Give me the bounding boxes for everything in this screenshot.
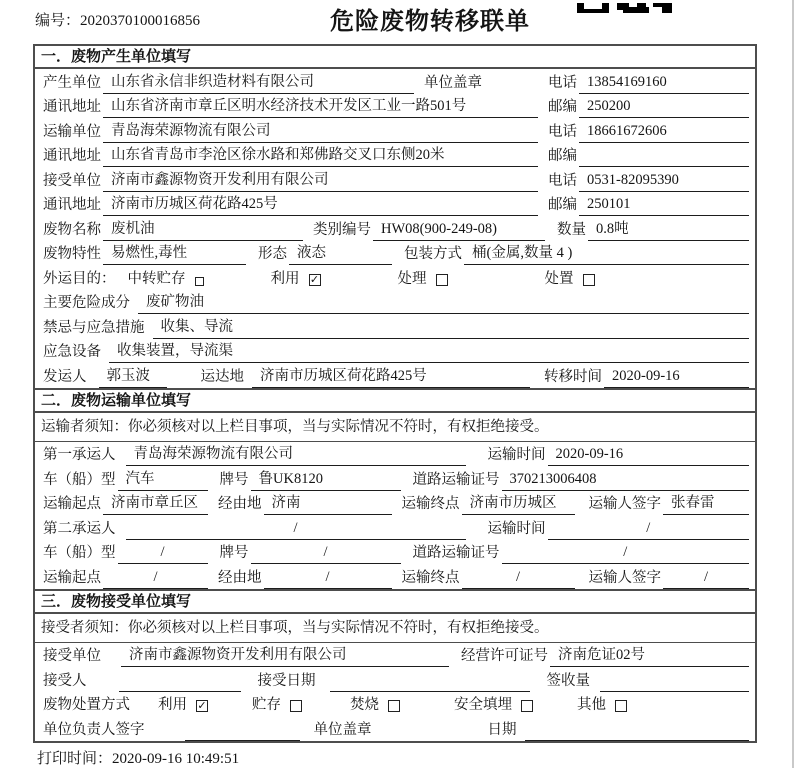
- row-producer-address: [35, 94, 755, 119]
- disposal-option-use-label: 利用: [158, 697, 187, 713]
- vehicle2-type-value: /: [118, 541, 208, 564]
- receiver-label: 接受单位: [43, 172, 101, 189]
- row-transporter-address: [35, 143, 755, 168]
- emergency-measures-label: 禁忌与应急措施: [43, 319, 145, 336]
- accept-date-value: [330, 691, 530, 692]
- emergency-measures-value: 收集、导流: [153, 316, 750, 339]
- hazard-components-label: 主要危险成分: [43, 295, 130, 311]
- vehicle1-license-value: 370213006408: [502, 468, 750, 491]
- waste-category-label: 类别编号: [313, 221, 371, 238]
- waste-character-label: 废物特性: [43, 246, 101, 262]
- purpose-option-treat-label: 处理: [397, 270, 427, 287]
- row-receiver: [35, 167, 755, 192]
- permit-value: 济南危证02号: [550, 644, 749, 667]
- unit-seal-label: 单位盖章: [313, 721, 372, 738]
- permit-label: 经营许可证号: [461, 648, 548, 664]
- transporter-address-label: 通讯地址: [43, 148, 101, 164]
- shipper-value: 郭玉波: [99, 365, 167, 388]
- disposal-option-use-checkbox: ✓: [197, 700, 207, 712]
- received-qty-value: [600, 691, 749, 692]
- disposal-option-storage-label: 贮存: [252, 697, 281, 713]
- qr-code-fragment: [577, 0, 672, 18]
- serial-value: 2020370100016856: [80, 13, 201, 29]
- section-producer-title: 一．废物产生单位填写: [35, 46, 755, 69]
- disposal-option-other-checkbox: [615, 700, 627, 712]
- receiver-address-value: 济南市历城区荷花路425号: [103, 193, 538, 216]
- route1-sign-label: 运输人签字: [588, 496, 661, 512]
- waste-form-value: 液态: [289, 242, 392, 265]
- disposal-option-landfill: [452, 694, 533, 716]
- route2-origin-label: 运输起点: [43, 569, 101, 586]
- acceptor-value: [119, 691, 241, 692]
- transporter-zip-label: 邮编: [548, 148, 577, 164]
- waste-name-label: 废物名称: [43, 221, 101, 238]
- carrier1-time-value: 2020-09-16: [548, 443, 750, 466]
- purpose-option-treat: [396, 268, 448, 290]
- emergency-equipment-value: 收集装置，导流渠: [109, 340, 749, 363]
- serial-label: 编号：: [35, 13, 81, 29]
- receiver-value: 济南市鑫源物资开发利用有限公司: [103, 169, 538, 192]
- destination-value: 济南市历城区荷花路425号: [252, 365, 530, 388]
- vehicle1-type-label: 车（船）型: [43, 471, 116, 488]
- leader-sign-label: 单位负责人签字: [43, 721, 145, 738]
- receiver-zip-label: 邮编: [548, 197, 577, 213]
- purpose-option-use-label: 利用: [270, 270, 300, 287]
- emergency-equipment-label: 应急设备: [43, 344, 101, 360]
- disposal-option-other-label: 其他: [577, 697, 606, 713]
- row-vehicle1: [35, 466, 755, 491]
- print-time-value: 2020-09-16 10:49:51: [112, 751, 240, 767]
- carrier1-time-label: 运输时间: [487, 447, 546, 463]
- producer-zip-value: 250200: [579, 95, 749, 118]
- row-emergency-equipment: [35, 339, 755, 364]
- transporter-zip-value: [579, 166, 749, 167]
- section-producer: [35, 46, 755, 388]
- acceptor-label: 接受人: [43, 672, 87, 689]
- producer-seal-label: 单位盖章: [424, 74, 482, 91]
- route2-end-label: 运输终点: [401, 569, 460, 586]
- vehicle1-plate-value: 鲁UK8120: [251, 468, 401, 491]
- section-accept: [35, 589, 755, 741]
- transfer-time-label: 转移时间: [544, 368, 602, 385]
- manifest-table: [33, 44, 757, 743]
- hazard-components-value: 废矿物油: [138, 291, 749, 314]
- purpose-option-treat-checkbox: [436, 274, 448, 286]
- disposal-method-label: 废物处置方式: [43, 697, 130, 713]
- disposal-option-storage-checkbox: [290, 700, 302, 712]
- accept-notice: 接受者须知：你必须核对以上栏目事项，当与实际情况不符时，有权拒绝接受。: [35, 614, 755, 643]
- carrier2-time-label: 运输时间: [487, 520, 546, 537]
- print-time: [37, 747, 239, 768]
- purpose-label: 外运目的：: [43, 270, 116, 287]
- transport-notice: 运输者须知：你必须核对以上栏目事项，当与实际情况不符时，有权拒绝接受。: [35, 413, 755, 442]
- carrier1-value: 青岛海荣源物流有限公司: [126, 443, 466, 466]
- vehicle2-license-label: 道路运输证号: [412, 545, 500, 561]
- carrier2-label: 第二承运人: [43, 520, 116, 537]
- route1-sign-value: 张春雷: [663, 492, 749, 515]
- vehicle2-plate-value: /: [251, 541, 401, 564]
- disposal-option-landfill-label: 安全填埋: [454, 697, 512, 713]
- print-time-label: 打印时间：: [37, 751, 113, 767]
- page-title: 危险废物转移联单: [330, 9, 530, 35]
- accept-unit-label: 接受单位: [43, 648, 101, 664]
- purpose-option-dispose-label: 处置: [544, 270, 574, 287]
- transfer-time-value: 2020-09-16: [604, 365, 749, 388]
- transporter-phone-label: 电话: [548, 123, 577, 140]
- waste-form-label: 形态: [258, 246, 287, 262]
- route2-sign-value: /: [663, 566, 749, 589]
- waste-category-value: HW08(900-249-08): [373, 218, 545, 241]
- serial-number: [35, 9, 200, 30]
- transporter-phone-value: 18661672606: [579, 120, 749, 143]
- route1-via-value: 济南: [264, 492, 392, 515]
- route2-via-label: 经由地: [218, 569, 262, 586]
- producer-label: 产生单位: [43, 74, 101, 91]
- row-shipper: [35, 363, 755, 388]
- receiver-phone-value: 0531-82095390: [579, 169, 749, 192]
- receiver-phone-label: 电话: [548, 172, 577, 189]
- route1-origin-value: 济南市章丘区: [103, 492, 208, 515]
- row-carrier2: [35, 515, 755, 540]
- receiver-zip-value: 250101: [579, 193, 749, 216]
- vehicle1-plate-label: 牌号: [219, 471, 249, 488]
- destination-label: 运达地: [200, 368, 244, 385]
- waste-quantity-value: 0.8吨: [588, 218, 749, 241]
- disposal-option-use: [156, 694, 208, 716]
- section-transport: [35, 388, 755, 589]
- row-carrier1: [35, 442, 755, 467]
- waste-quantity-label: 数量: [557, 221, 586, 238]
- carrier1-label: 第一承运人: [43, 447, 116, 463]
- leader-sign-value: [185, 740, 300, 741]
- disposal-option-landfill-checkbox: [521, 700, 533, 712]
- section-transport-title: 二．废物运输单位填写: [35, 390, 755, 413]
- row-accept-unit: [35, 643, 755, 668]
- purpose-option-storage-checkbox: [195, 277, 204, 286]
- vehicle2-plate-label: 牌号: [219, 545, 249, 561]
- accept-unit-value: 济南市鑫源物资开发利用有限公司: [121, 644, 449, 667]
- row-producer: [35, 69, 755, 94]
- transporter-address-value: 山东省青岛市李沧区徐水路和郑佛路交叉口东侧20米: [103, 144, 538, 167]
- accept-date-label: 接受日期: [257, 672, 316, 689]
- route2-via-value: /: [264, 566, 392, 589]
- route1-end-label: 运输终点: [401, 496, 460, 512]
- disposal-option-incinerate: [348, 694, 400, 716]
- purpose-option-use-checkbox: ✓: [309, 273, 320, 286]
- route2-end-value: /: [462, 566, 575, 589]
- vehicle2-type-label: 车（船）型: [43, 545, 116, 561]
- disposal-option-storage: [250, 694, 302, 716]
- carrier2-value: /: [126, 517, 466, 540]
- route1-origin-label: 运输起点: [43, 496, 101, 512]
- producer-value: 山东省永信非织造材料有限公司: [103, 71, 414, 94]
- row-waste-character: [35, 241, 755, 266]
- row-waste-name: [35, 216, 755, 241]
- transporter-label: 运输单位: [43, 123, 101, 140]
- waste-name-value: 废机油: [103, 218, 303, 241]
- disposal-option-incinerate-checkbox: [388, 700, 400, 712]
- route2-origin-value: /: [103, 566, 208, 589]
- date-value: [525, 740, 750, 741]
- row-vehicle2: [35, 540, 755, 565]
- scan-page-edge: [792, 0, 794, 768]
- vehicle2-license-value: /: [502, 541, 750, 564]
- row-disposal-method: [35, 692, 755, 717]
- row-hazard-components: [35, 290, 755, 315]
- purpose-option-storage: [126, 268, 204, 290]
- section-accept-title: 三．废物接受单位填写: [35, 591, 755, 614]
- row-emergency-measures: [35, 314, 755, 339]
- producer-address-label: 通讯地址: [43, 99, 101, 115]
- carrier2-time-value: /: [548, 517, 750, 540]
- shipper-label: 发运人: [43, 368, 87, 385]
- disposal-option-other: [575, 694, 627, 716]
- row-route1: [35, 491, 755, 516]
- packing-label: 包装方式: [404, 246, 462, 262]
- route1-via-label: 经由地: [218, 496, 262, 512]
- producer-phone-label: 电话: [548, 74, 577, 91]
- route1-end-value: 济南市历城区: [462, 492, 575, 515]
- transporter-value: 青岛海荣源物流有限公司: [103, 120, 538, 143]
- waste-character-value: 易燃性,毒性: [103, 242, 246, 265]
- row-acceptor: [35, 667, 755, 692]
- row-transfer-purpose: [35, 265, 755, 290]
- row-route2: [35, 564, 755, 589]
- purpose-option-use: [269, 268, 321, 290]
- producer-zip-label: 邮编: [548, 99, 577, 115]
- row-leader-sign: [35, 716, 755, 741]
- row-receiver-address: [35, 192, 755, 217]
- disposal-option-incinerate-label: 焚烧: [350, 697, 379, 713]
- producer-phone-value: 13854169160: [579, 71, 749, 94]
- vehicle1-license-label: 道路运输证号: [412, 471, 500, 488]
- purpose-option-storage-label: 中转贮存: [127, 270, 186, 287]
- date-label: 日期: [487, 721, 517, 738]
- packing-value: 桶(金属,数量 4 ): [464, 242, 749, 265]
- receiver-address-label: 通讯地址: [43, 197, 101, 213]
- received-qty-label: 签收量: [546, 672, 590, 689]
- purpose-option-dispose-checkbox: [583, 274, 595, 286]
- vehicle1-type-value: 汽车: [118, 468, 208, 491]
- producer-address-value: 山东省济南市章丘区明水经济技术开发区工业一路501号: [103, 95, 538, 118]
- row-transporter: [35, 118, 755, 143]
- route2-sign-label: 运输人签字: [588, 569, 661, 586]
- purpose-option-dispose: [543, 268, 595, 290]
